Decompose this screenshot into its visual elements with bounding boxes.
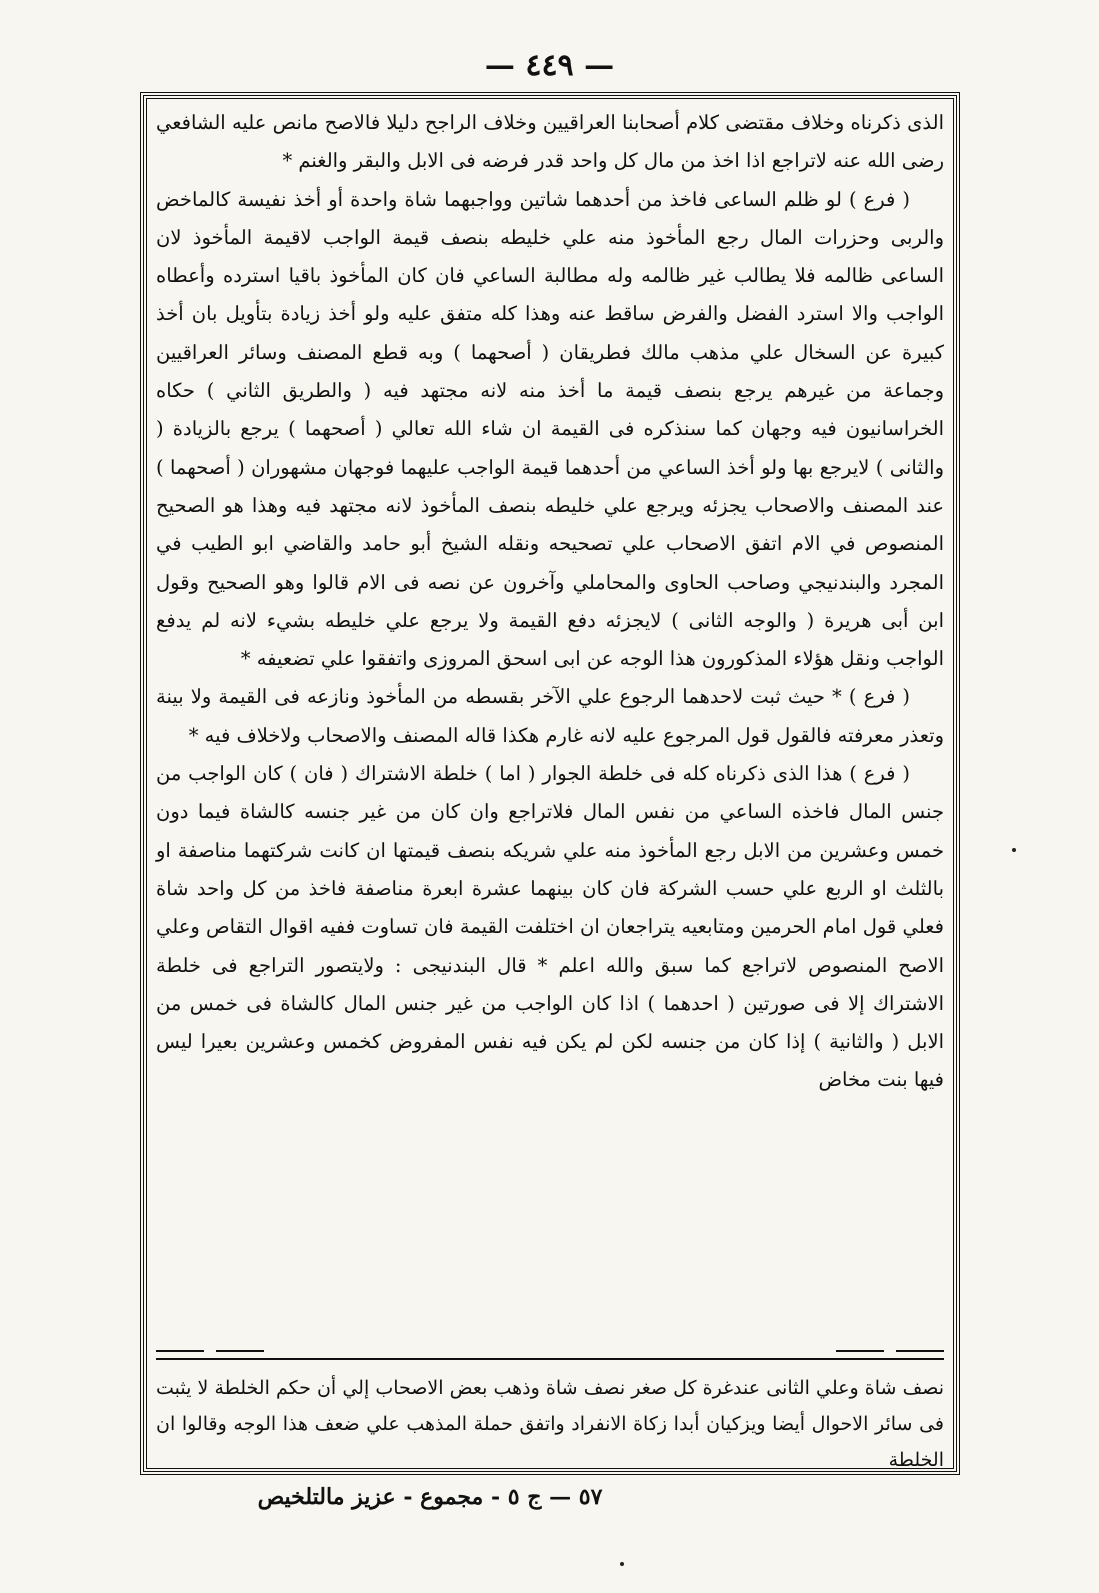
footnote-divider bbox=[156, 1340, 944, 1360]
ink-dot bbox=[620, 1562, 624, 1566]
text-area bbox=[156, 104, 944, 1471]
footnote: نصف شاة وعلي الثانى عندغرة كل صغر نصف شاة وذهب بعض الاصحاب إلي أن حكم الخلطة لا يثبت فى سائر الاحوال أيضا ويزكيان أبدا زكاة الانفراد واتفق حملة المذهب علي ضعف هذا الوجه وقالوا ان الخلطة bbox=[156, 1377, 944, 1471]
main-text-body bbox=[156, 104, 944, 1332]
page-number: — ٤٤٩ — bbox=[484, 48, 615, 83]
page-frame bbox=[140, 92, 960, 1475]
paragraph: ( فرع ) * حيث ثبت لاحدهما الرجوع علي الآخر بقسطه من المأخوذ ونازعه فى القيمة ولا بينة وتعذر معرفته فالقول قول المرجوع عليه لانه غارم هكذا قاله المصنف والاصحاب ولاخلاف فيه * bbox=[156, 685, 944, 747]
footer-signature: ٥٧ — ج ٥ - مجموع - عزيز مالتلخيص bbox=[257, 1484, 603, 1510]
paragraph: ( فرع ) هذا الذى ذكرناه كله فى خلطة الجوار ( اما ) خلطة الاشتراك ( فان ) كان الواجب من جنس المال فاخذه الساعي من نفس المال فلاتراجع وان كان من غير جنسه كالشاة فيما دون خمس وعشرين من الابل رجع المأخوذ منه علي شريكه بنصف قيمتها ان كانت شركتهما مناصفة او بالثلث او الربع علي حسب الشركة فان كان بينهما عشرة ابعرة مناصفة فاخذ من كل واحد شاة فعلي قول امام الحرمين ومتابعيه يتراجعان ان اختلفت القيمة فان تساوت ففيه اقوال التقاص وعلي الاصح المنصوص لاتراجع كما سبق والله اعلم * قال البندنيجى : ولايتصور التراجع فى خلطة الاشتراك إلا فى صورتين ( احدهما ) اذا كان الواجب من غير جنس المال كالشاة فى خمس من الابل ( والثانية ) إذا كان من جنسه لكن لم يكن فيه نفس المفروض كخمس وعشرين بعيرا ليس فيها بنت مخاض bbox=[156, 762, 944, 1092]
paragraph: ( فرع ) لو ظلم الساعى فاخذ من أحدهما شاتين وواجبهما شاة واحدة أو أخذ نفيسة كالماخض والربى وحزرات المال رجع المأخوذ منه علي خليطه بنصف قيمة الواجب لاقيمة المأخوذ لان الساعى ظالمه فلا يطالب غير ظالمه وله مطالبة الساعي فان كان المأخوذ باقيا استرده وأعطاه الواجب والا استرد الفضل والفرض ساقط عنه وهذا كله متفق عليه ولو أخذ زيادة بتأويل بان أخذ كبيرة عن السخال علي مذهب مالك فطريقان ( أصحهما ) وبه قطع المصنف وسائر العراقيين وجماعة من غيرهم يرجع بنصف قيمة ما أخذ منه لانه مجتهد فيه ( والطريق الثاني ) حكاه الخراسانيون فيه وجهان كما سنذكره فى القيمة ان شاء الله تعالي ( أصحهما ) يرجع بالزيادة ( والثانى ) لايرجع بها ولو أخذ الساعي من أحدهما قيمة الواجب عليهما فوجهان مشهوران ( أصحهما ) عند المصنف والاصحاب يجزئه ويرجع علي خليطه بنصف المأخوذ لانه مجتهد فيه وهذا هو الصحيح المنصوص في الام اتفق الاصحاب علي تصحيحه ونقله الشيخ أبو حامد والقاضي ابو الطيب في المجرد والبندنيجي وصاحب الحاوى والمحاملي وآخرون عن نصه فى الام قالوا وهو الصحيح وقول ابن أبى هريرة ( والوجه الثانى ) لايجزئه دفع القيمة ولا يرجع علي خليطه بشيء لانه لم يدفع الواجب ونقل هؤلاء المذكورون هذا الوجه عن ابى اسحق المروزى واتفقوا علي تضعيفه * bbox=[156, 187, 944, 671]
paragraph: الذى ذكرناه وخلاف مقتضى كلام أصحابنا العراقيين وخلاف الراجح دليلا فالاصح مانص عليه الشافعي رضى الله عنه لاتراجع اذا اخذ من مال كل واحد قدر فرضه فى الابل والبقر والغنم * bbox=[156, 111, 944, 173]
ink-dot bbox=[1012, 848, 1016, 852]
